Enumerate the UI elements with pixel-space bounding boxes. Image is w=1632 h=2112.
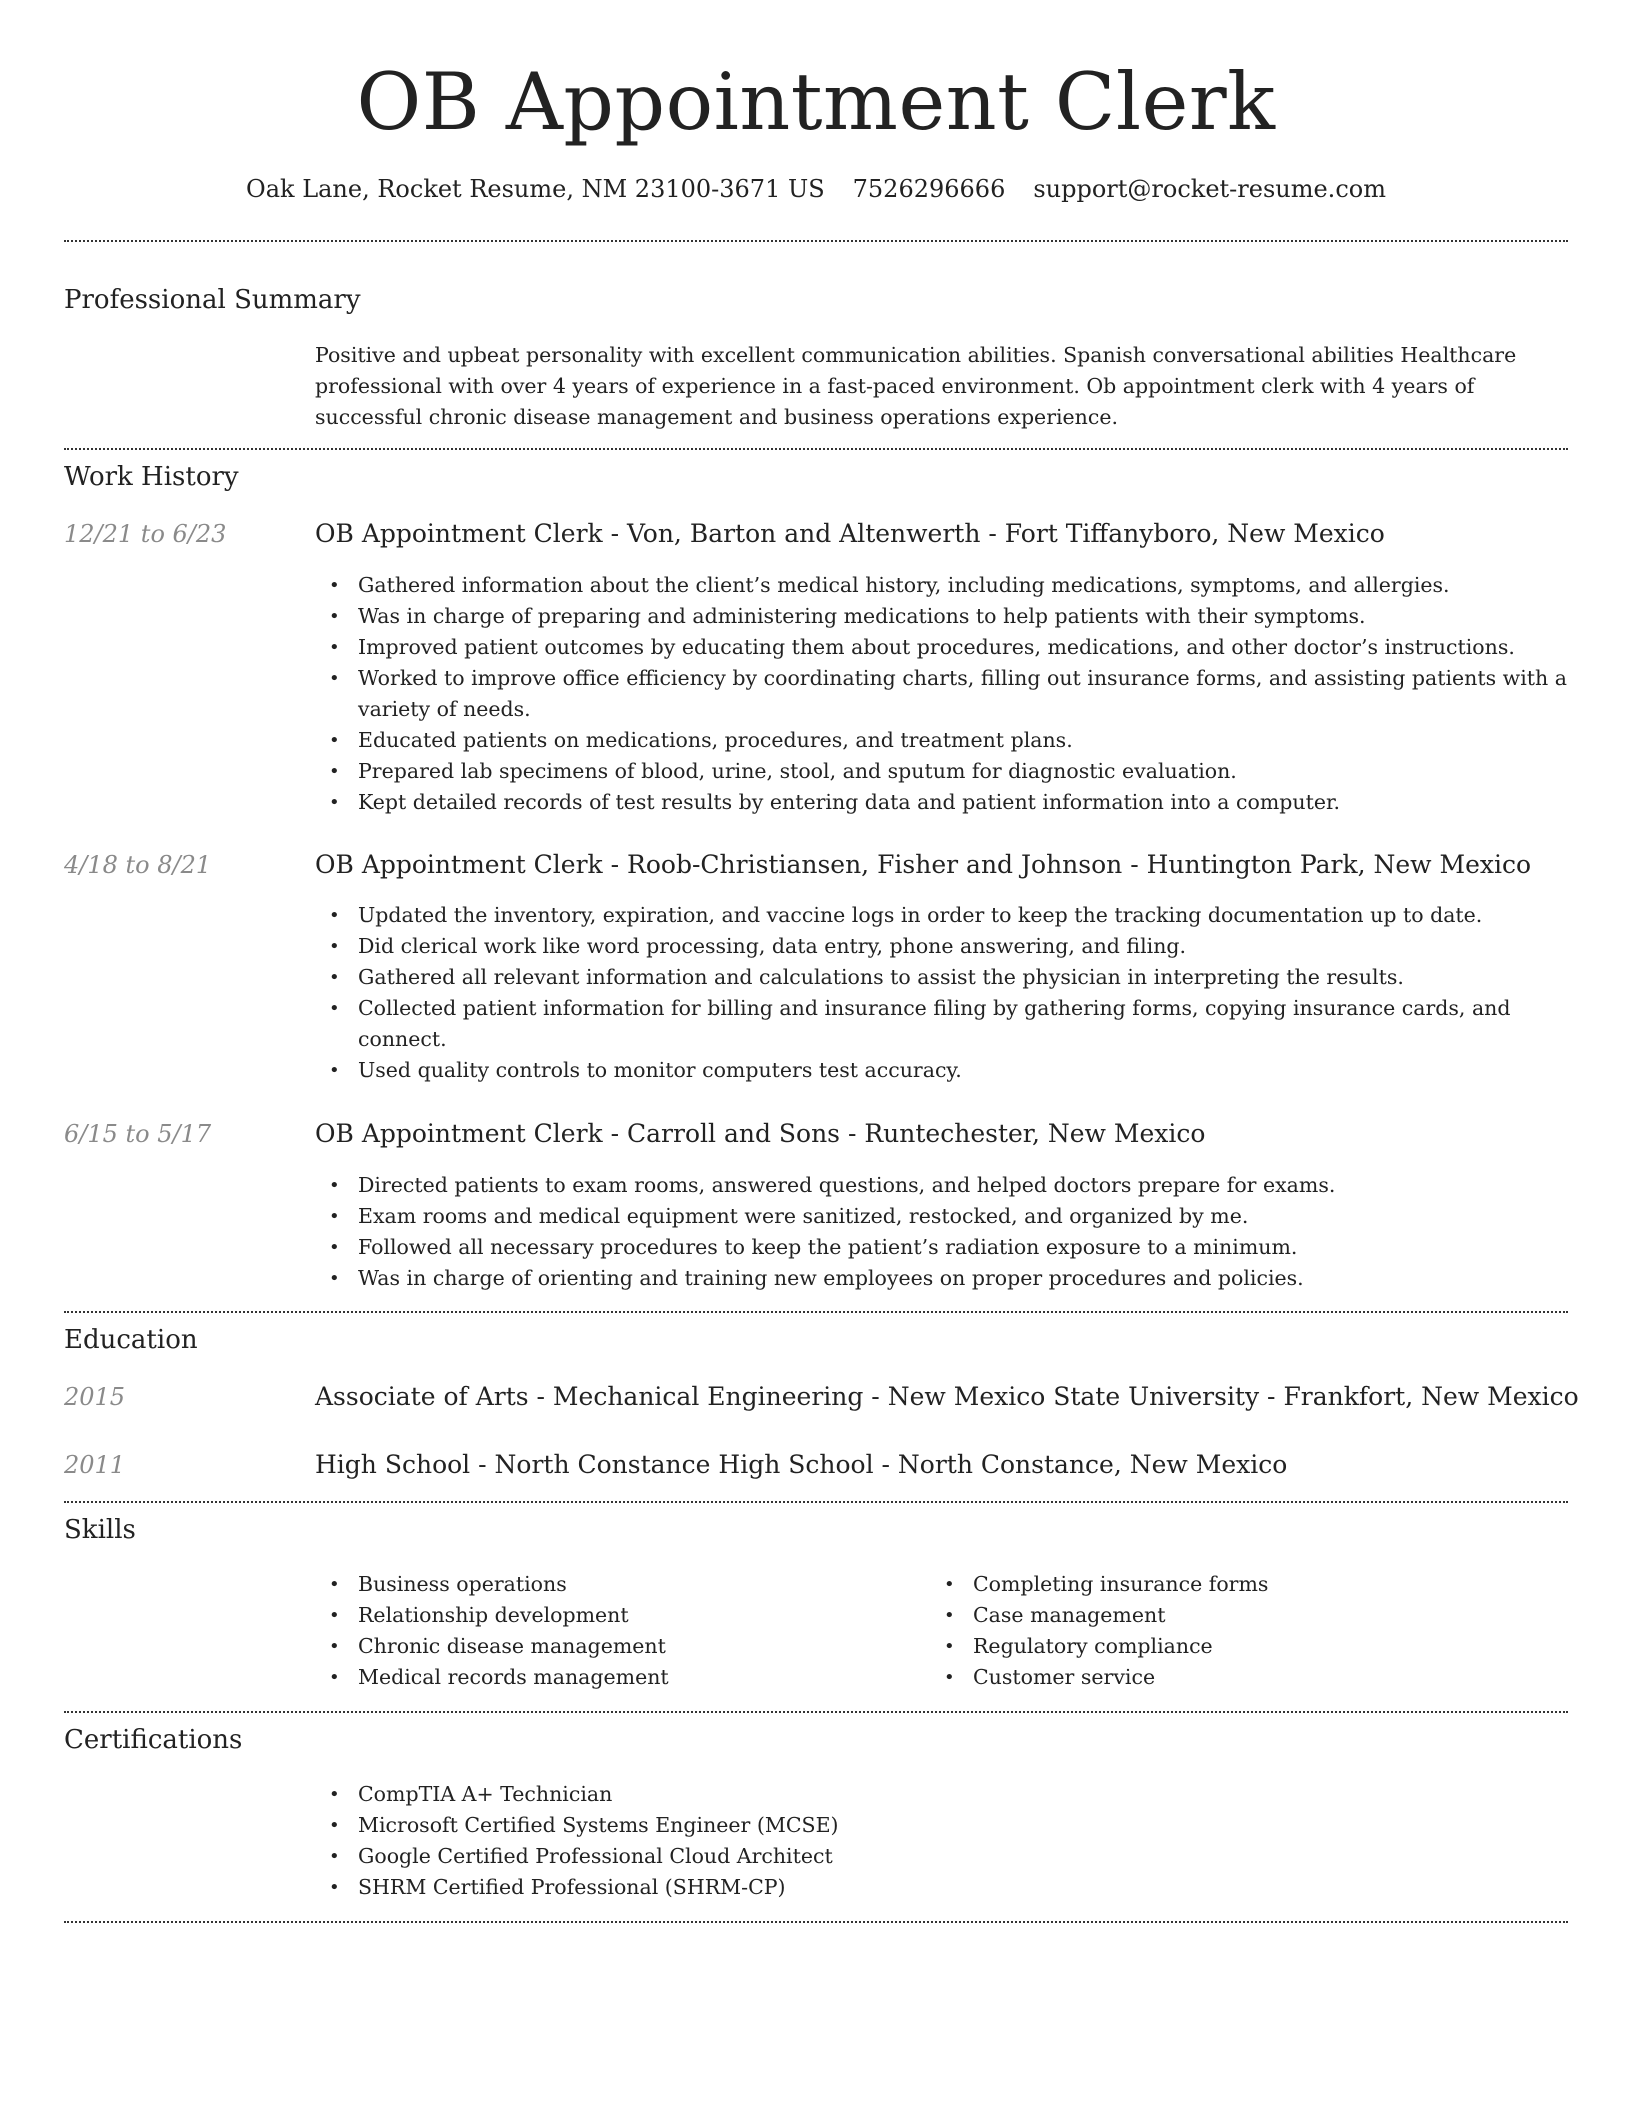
list-item: • Was in charge of preparing and administering medications to help patients with their symptoms. [315,601,1568,632]
list-item: • Gathered all relevant information and calculations to assist the physician in interpreting the results. [315,962,1568,993]
section-title-skills: Skills [64,1515,136,1545]
list-item: • Was in charge of orienting and training new employees on proper procedures and policies. [315,1263,1568,1294]
list-item: • Collected patient information for billing and insurance filing by gathering forms, copying insurance cards, and connect. [315,993,1568,1055]
skill-item: • Customer service [930,1662,1530,1693]
job-bullets [315,900,1568,1086]
education-year: 2011 [64,1451,126,1479]
section-title-work-history: Work History [64,462,239,492]
skill-item: • Completing insurance forms [930,1569,1530,1600]
job-heading: OB Appointment Clerk - Roob-Christiansen, Fisher and Johnson - Huntington Park, New Mexico [315,850,1532,879]
section-title-education: Education [64,1325,198,1355]
skills-list-right [930,1569,1530,1693]
section-title-certifications: Certifications [64,1725,243,1755]
job-dates: 6/15 to 5/17 [64,1120,212,1148]
list-item: • Followed all necessary procedures to keep the patient’s radiation exposure to a minimum. [315,1232,1568,1263]
education-entry: High School - North Constance High School - North Constance, New Mexico [315,1450,1288,1479]
job-dates: 12/21 to 6/23 [64,520,227,548]
list-item: • Used quality controls to monitor computers test accuracy. [315,1055,1568,1086]
certification-item: • SHRM Certified Professional (SHRM-CP) [315,1872,1568,1903]
certification-item: • CompTIA A+ Technician [315,1779,1568,1810]
divider [64,1501,1568,1503]
skill-item: • Regulatory compliance [930,1631,1530,1662]
list-item: • Updated the inventory, expiration, and vaccine logs in order to keep the tracking documentation up to date. [315,900,1568,931]
job-bullets [315,570,1568,818]
summary-text: Positive and upbeat personality with excellent communication abilities. Spanish conversational abilities Healthcare professional with over 4 years of experience in a fast-paced environment. Ob appointment clerk with 4 years of successful chronic disease management and business operations experience. [315,343,1517,429]
skills-list-left [315,1569,915,1693]
list-item: • Educated patients on medications, procedures, and treatment plans. [315,725,1568,756]
divider [64,448,1568,450]
job-heading: OB Appointment Clerk - Von, Barton and Altenwerth - Fort Tiffanyboro, New Mexico [315,519,1385,548]
skill-item: • Chronic disease management [315,1631,915,1662]
contact-line [64,172,1568,206]
list-item: • Prepared lab specimens of blood, urine, stool, and sputum for diagnostic evaluation. [315,756,1568,787]
list-item: • Worked to improve office efficiency by coordinating charts, filling out insurance forms, and assisting patients with a variety of needs. [315,663,1568,725]
contact-address: Oak Lane, Rocket Resume, NM 23100-3671 US [246,175,825,203]
list-item: • Improved patient outcomes by educating them about procedures, medications, and other doctor’s instructions. [315,632,1568,663]
divider [64,1311,1568,1313]
list-item: • Directed patients to exam rooms, answered questions, and helped doctors prepare for exams. [315,1170,1568,1201]
job-dates: 4/18 to 8/21 [64,851,212,879]
divider [64,1921,1568,1923]
list-item: • Exam rooms and medical equipment were sanitized, restocked, and organized by me. [315,1201,1568,1232]
skill-item: • Case management [930,1600,1530,1631]
certifications-list [315,1779,1568,1903]
contact-phone: 7526296666 [852,175,1006,203]
contact-email[interactable]: support@rocket-resume.com [1033,175,1386,203]
section-title-summary: Professional Summary [64,285,361,315]
divider [64,240,1568,242]
divider [64,1711,1568,1713]
education-entry: Associate of Arts - Mechanical Engineering - New Mexico State University - Frankfort, New Mexico [315,1382,1579,1411]
skill-item: • Business operations [315,1569,915,1600]
list-item: • Gathered information about the client’s medical history, including medications, symptoms, and allergies. [315,570,1568,601]
certification-item: • Microsoft Certified Systems Engineer (MCSE) [315,1810,1568,1841]
resume-name: OB Appointment Clerk [356,56,1276,148]
skill-item: • Relationship development [315,1600,915,1631]
education-year: 2015 [64,1383,126,1411]
job-bullets [315,1170,1568,1294]
skill-item: • Medical records management [315,1662,915,1693]
certification-item: • Google Certified Professional Cloud Architect [315,1841,1568,1872]
job-heading: OB Appointment Clerk - Carroll and Sons - Runtechester, New Mexico [315,1119,1206,1148]
list-item: • Did clerical work like word processing, data entry, phone answering, and filing. [315,931,1568,962]
list-item: • Kept detailed records of test results by entering data and patient information into a computer. [315,787,1568,818]
